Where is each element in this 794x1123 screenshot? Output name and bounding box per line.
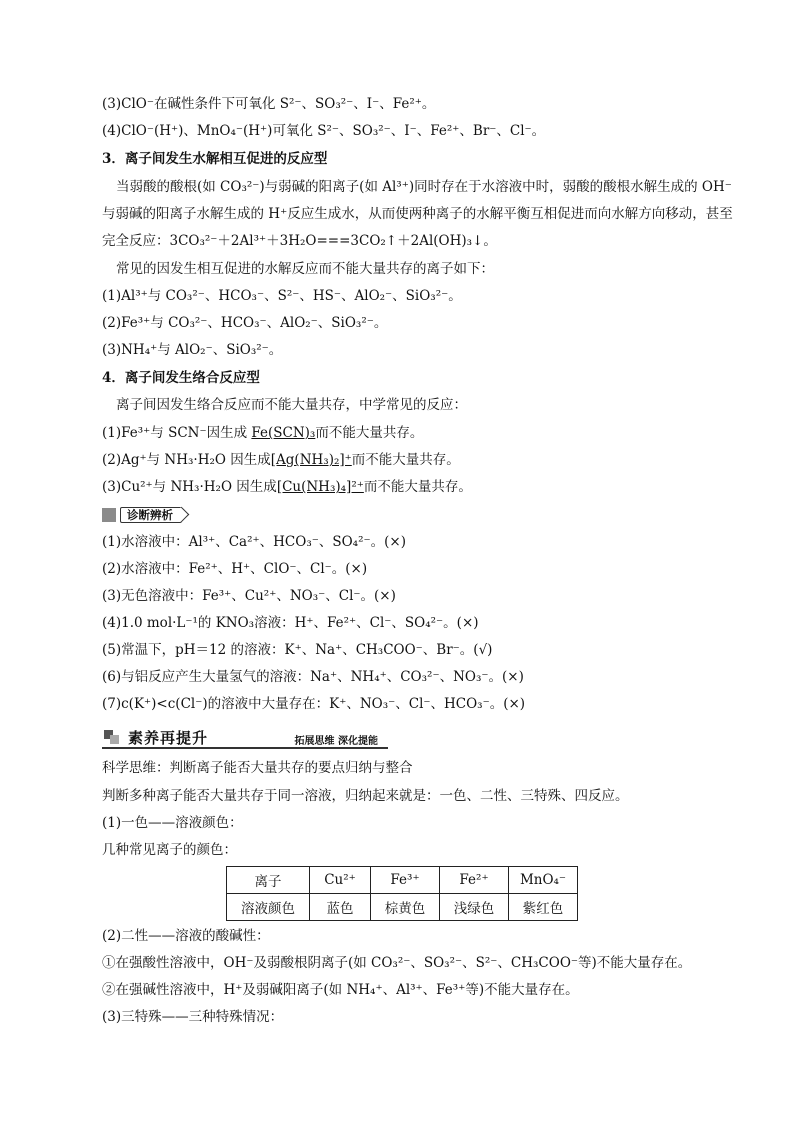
text-fragment: 而不能大量共存。: [351, 452, 460, 468]
list-item: (7)c(K⁺)<c(Cl⁻)的溶液中大量存在：K⁺、NO₃⁻、Cl⁻、HCO₃⁻。(×): [102, 696, 526, 712]
text-line: (1)一色——溶液颜色：: [102, 815, 243, 831]
text-line: 离子间因发生络合反应而不能大量共存，中学常见的反应：: [116, 397, 467, 413]
underlined-answer: [Ag(NH₃)₂]⁺: [270, 452, 352, 468]
table-header-cell: Fe²⁺: [440, 867, 509, 894]
text-line: 当弱酸的酸根(如 CO₃²⁻)与弱碱的阳离子(如 Al³⁺)同时存在于水溶液中时，弱酸的酸根水解生成的 OH⁻: [116, 179, 732, 195]
section-subtitle: 拓展思维 深化提能: [294, 736, 378, 747]
text-fragment: (1)Fe³⁺与 SCN⁻因生成: [102, 425, 252, 441]
table-header-cell: MnO₄⁻: [509, 867, 578, 894]
table-cell: 蓝色: [310, 894, 371, 921]
text-fragment: 而不能大量共存。: [363, 479, 472, 495]
section-header: [102, 727, 388, 749]
table-cell: 紫红色: [509, 894, 578, 921]
ion-color-table: [226, 866, 578, 921]
text-line: 几种常见离子的颜色：: [102, 842, 237, 858]
list-item: (2)水溶液中：Fe²⁺、H⁺、ClO⁻、Cl⁻。(×): [102, 561, 368, 577]
list-item: (1)水溶液中：Al³⁺、Ca²⁺、HCO₃⁻、SO₄²⁻。(×): [102, 534, 406, 550]
table-cell: 溶液颜色: [227, 894, 310, 921]
text-line: ②在强碱性溶液中，H⁺及弱碱阳离子(如 NH₄⁺、Al³⁺、Fe³⁺等)不能大量存在。: [102, 982, 579, 998]
list-item: (4)1.0 mol·L⁻¹的 KNO₃溶液：H⁺、Fe²⁺、Cl⁻、SO₄²⁻。(×): [102, 615, 479, 631]
text-line: 科学思维：判断离子能否大量共存的要点归纳与整合: [102, 760, 413, 776]
subsection-heading: 4．离子间发生络合反应型: [102, 370, 260, 386]
text-line: (3)三特殊——三种特殊情况：: [102, 1009, 284, 1025]
table-row: [227, 867, 578, 894]
text-line: 与弱碱的阳离子水解生成的 H⁺反应生成水，从而使两种离子的水解平衡互相促进而向水解方向移动，甚至: [102, 206, 733, 222]
table-row: [227, 894, 578, 921]
subsection-heading: 3．离子间发生水解相互促进的反应型: [102, 151, 328, 167]
table-header-cell: Fe³⁺: [371, 867, 440, 894]
text-line: (3)ClO⁻在碱性条件下可氧化 S²⁻、SO₃²⁻、I⁻、Fe²⁺。: [102, 96, 436, 112]
list-item: (6)与铝反应产生大量氢气的溶液：Na⁺、NH₄⁺、CO₃²⁻、NO₃⁻。(×): [102, 669, 524, 685]
text-line: [102, 450, 460, 470]
diagnosis-label: 诊断辨析: [120, 507, 182, 523]
text-fragment: 而不能大量共存。: [315, 425, 424, 441]
text-line: [102, 477, 472, 497]
table-cell: 棕黄色: [371, 894, 440, 921]
diagnosis-label-box: [102, 507, 182, 523]
text-line: (2)Fe³⁺与 CO₃²⁻、HCO₃⁻、AlO₂⁻、SiO₃²⁻。: [102, 315, 388, 331]
table-header-cell: Cu²⁺: [310, 867, 371, 894]
text-line: 判断多种离子能否大量共存于同一溶液，归纳起来就是：一色、二性、三特殊、四反应。: [102, 788, 629, 804]
text-fragment: (2)Ag⁺与 NH₃·H₂O 因生成: [102, 452, 271, 468]
list-item: (3)无色溶液中：Fe³⁺、Cu²⁺、NO₃⁻、Cl⁻。(×): [102, 588, 396, 604]
underlined-answer: [Cu(NH₃)₄]²⁺: [276, 479, 364, 495]
list-item: (5)常温下，pH＝12 的溶液：K⁺、Na⁺、CH₃COO⁻、Br⁻。(√): [102, 642, 493, 658]
section-divider: [102, 747, 388, 749]
text-fragment: (3)Cu²⁺与 NH₃·H₂O 因生成: [102, 479, 277, 495]
section-icon: [104, 730, 120, 744]
square-icon: [102, 508, 116, 522]
table-header-cell: 离子: [227, 867, 310, 894]
text-line: ①在强酸性溶液中，OH⁻及弱酸根阴离子(如 CO₃²⁻、SO₃²⁻、S²⁻、CH₃COO⁻等)不能大量存在。: [102, 955, 692, 971]
text-line: (1)Al³⁺与 CO₃²⁻、HCO₃⁻、S²⁻、HS⁻、AlO₂⁻、SiO₃²⁻。: [102, 288, 462, 304]
text-line: 完全反应：3CO₃²⁻＋2Al³⁺＋3H₂O===3CO₂↑＋2Al(OH)₃↓。: [102, 233, 497, 249]
section-title: 素养再提升: [128, 729, 209, 747]
underlined-answer: Fe(SCN)₃: [251, 425, 316, 441]
text-line: [102, 423, 423, 443]
text-line: (4)ClO⁻(H⁺)、MnO₄⁻(H⁺)可氧化 S²⁻、SO₃²⁻、I⁻、Fe²⁺、Br⁻、Cl⁻。: [102, 123, 546, 139]
table-cell: 浅绿色: [440, 894, 509, 921]
text-line: (3)NH₄⁺与 AlO₂⁻、SiO₃²⁻。: [102, 342, 283, 358]
text-line: 常见的因发生相互促进的水解反应而不能大量共存的离子如下：: [116, 261, 494, 277]
text-line: (2)二性——溶液的酸碱性：: [102, 928, 270, 944]
